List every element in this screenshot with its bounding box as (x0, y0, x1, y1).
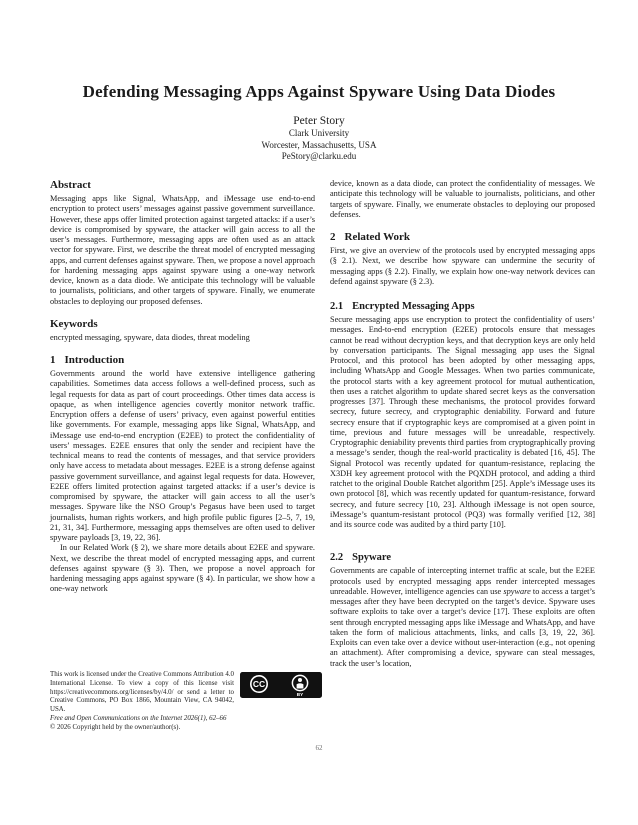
cc-by-badge (240, 672, 322, 702)
section-2-1-body: Secure messaging apps use encryption to protect the confidentiality of users’ messages. End-to-end encryption (E2EE) protocols ensure that messages cannot be read without decryption keys, and that decryption keys are only held by conversation participants. The Signal messaging app uses the Signal Protocol, and this protocol has been adopted by other messaging apps, including WhatsApp and Google Messages. When two parties communicate, the protocol starts with a key agreement protocol for mutual authentication, then uses a ratchet algorithm to update shared secret keys as the conversation progresses [37]. Through these mechanisms, the protocol provides forward secrecy, future secrecy, and cryptographic deniability. Forward and future secrecy ensure that if cryptographic keys are compromised at a given point in time, previous and future messages will be unreadable, respectively. Cryptographic deniability prevents third parties from cryptographically proving a message’s sender, though the real-world practicality is debated [16, 45]. The Signal Protocol was recently updated for quantum-resistance, replacing the X3DH key agreement protocol with the PQXDH protocol, and adding a third ratchet to the original Double Ratchet algorithm [25]. Apple’s iMessage uses its own protocol [8], which was recently updated for quantum-resistance, forward secrecy, and future secrecy [10, 23]. Although iMessage is not open source, iMessage’s quantum-resistant protocol (PQ3) was formally verified [12, 38] and its source code was audited by a third party [10]. (330, 315, 595, 529)
license-note: This work is licensed under the Creative Commons Attribution 4.0 International License. To view a copy of this license visit https://creativecommons.org/licenses/by/4.0/ or send a letter to Creative Commons, PO Box 1866, Mountain View, CA 94042, USA. (50, 671, 234, 714)
section-2-2-body-pre: Governments are capable of intercepting internet traffic at scale, but the E2EE protocols used by encrypted messaging apps render intercepted messages unreadable. However, intelligence agencies can use (330, 566, 595, 596)
section-2-1-heading (330, 301, 595, 312)
license-venue: Free and Open Communications on the Internet 2026(1), 62–66 (50, 714, 227, 722)
section-2-1-number: 2.1 (330, 301, 344, 312)
intro-paragraph-1: Governments around the world have extensive intelligence gathering capabilities. Sometimes data access follows a well-defined process, such as legal requests for data as part of court proceedings. Other times data access is opaque, as when intelligence agencies covertly monitor network traffic. Encryption offers a defense of users’ privacy, even against powerful entities like governments. For example, messaging apps like Signal, WhatsApp, and iMessage use end-to-end encryption (E2EE) to protect the confidentiality of users’ messages. E2EE ensures that only the sender and recipient have the technical means to read the contents of messages, and that service providers only have access to metadata about messages. E2EE is a strong defense against passive government surveillance, and against legal requests for data. However, E2EE offers limited protection against targeted attacks: if a user’s device is compromised by spyware, the attacker will gain access to all the user’s messages. Spyware like the NSO Group’s Pegasus have been used to target journalists, human rights workers, and high profile public figures [2–5, 7, 19, 21, 31, 34]. Furthermore, messaging apps themselves are often used to deliver spyware payloads [3, 19, 22, 36]. (50, 369, 315, 542)
section-2-2-title: Spyware (352, 552, 392, 564)
intro-continuation-paragraph: device, known as a data diode, can protect the confidentiality of messages. We anticipate this technology will be valuable to journalists, politicians, and other targets of spyware. Finally, we enumerate obstacles to deploying our proposed defenses. (330, 179, 595, 219)
keywords-heading: Keywords (50, 317, 98, 330)
author-location: Worcester, Massachusetts, USA (261, 139, 377, 150)
author-name: Peter Story (293, 115, 345, 127)
left-column (50, 179, 315, 595)
license-block (50, 671, 322, 733)
keywords-body: encrypted messaging, spyware, data diodes, threat modeling (50, 332, 250, 342)
author-email: PeStory@clarku.edu (281, 151, 357, 161)
section-2-2-body-post: to access a target’s messages after they have been decrypted on the target’s device. Spyware uses software exploits to take over a target’s device [17]. These exploits are often sent through encrypted messaging apps like iMessage and WhatsApp, and have taken the form of malicious attachments, links, and calls [3, 19, 22, 36]. Exploits can even take over a device without user-interaction (e.g., not opening an attachment). After compromising a device, spyware can steal messages, track the user’s location, (330, 586, 595, 668)
right-column (330, 179, 595, 669)
section-2-heading (330, 231, 595, 243)
abstract-heading: Abstract (50, 179, 91, 191)
title-block (30, 82, 608, 163)
paper-title: Defending Messaging Apps Against Spyware Using Data Diodes (82, 82, 556, 101)
svg-text:CC: CC (252, 679, 266, 690)
section-2-number: 2 (330, 231, 336, 243)
spyware-italic-term: spyware (503, 586, 531, 596)
section-2-2-body (330, 566, 595, 669)
section-1-title: Introduction (64, 354, 125, 366)
section-2-title: Related Work (344, 231, 410, 243)
section-2-1-title: Encrypted Messaging Apps (352, 301, 475, 312)
license-copyright: © 2026 Copyright held by the owner/author(s). (50, 723, 181, 731)
section-1-heading (50, 354, 315, 366)
section-2-2-heading (330, 552, 595, 563)
section-1-number: 1 (50, 354, 56, 366)
page-number: 62 (315, 744, 323, 752)
author-affiliation: Clark University (288, 128, 350, 138)
cc-by-badge-icon (240, 672, 322, 698)
intro-paragraph-2: In our Related Work (§ 2), we share more details about E2EE and spyware. Next, we describe the threat model of encrypted messaging apps, and current defenses against spyware (§ 3). Then, we propose a novel approach for hardening messaging apps against spyware (§ 4). In particular, we show how a one-way network (50, 543, 315, 594)
section-2-2-number: 2.2 (330, 552, 344, 564)
svg-text:BY: BY (296, 692, 304, 697)
abstract-body: Messaging apps like Signal, WhatsApp, and iMessage use end-to-end encryption to protect users’ messages against passive government surveillance. However, these apps offer limited protection against targeted attacks: if a user’s device is compromised by spyware, the attacker will gain access to all the user’s messages. Furthermore, messaging apps are often used as an attack vector for spyware. First, we describe the threat model of encrypted messaging apps, and current defenses against spyware. Then, we propose a novel approach for hardening messaging apps against spyware using a one-way network device, known as a data diode. We anticipate this technology will be valuable to journalists, politicians, and other targets of spyware. Finally, we enumerate obstacles to deploying our proposed defenses. (50, 194, 315, 306)
section-2-body: First, we give an overview of the protocols used by encrypted messaging apps (§ 2.1). Next, we describe how spyware can undermine the security of messaging apps (§ 2.2). Finally, we explain how one-way network devices can defend against spyware (§ 2.3). (330, 246, 595, 286)
